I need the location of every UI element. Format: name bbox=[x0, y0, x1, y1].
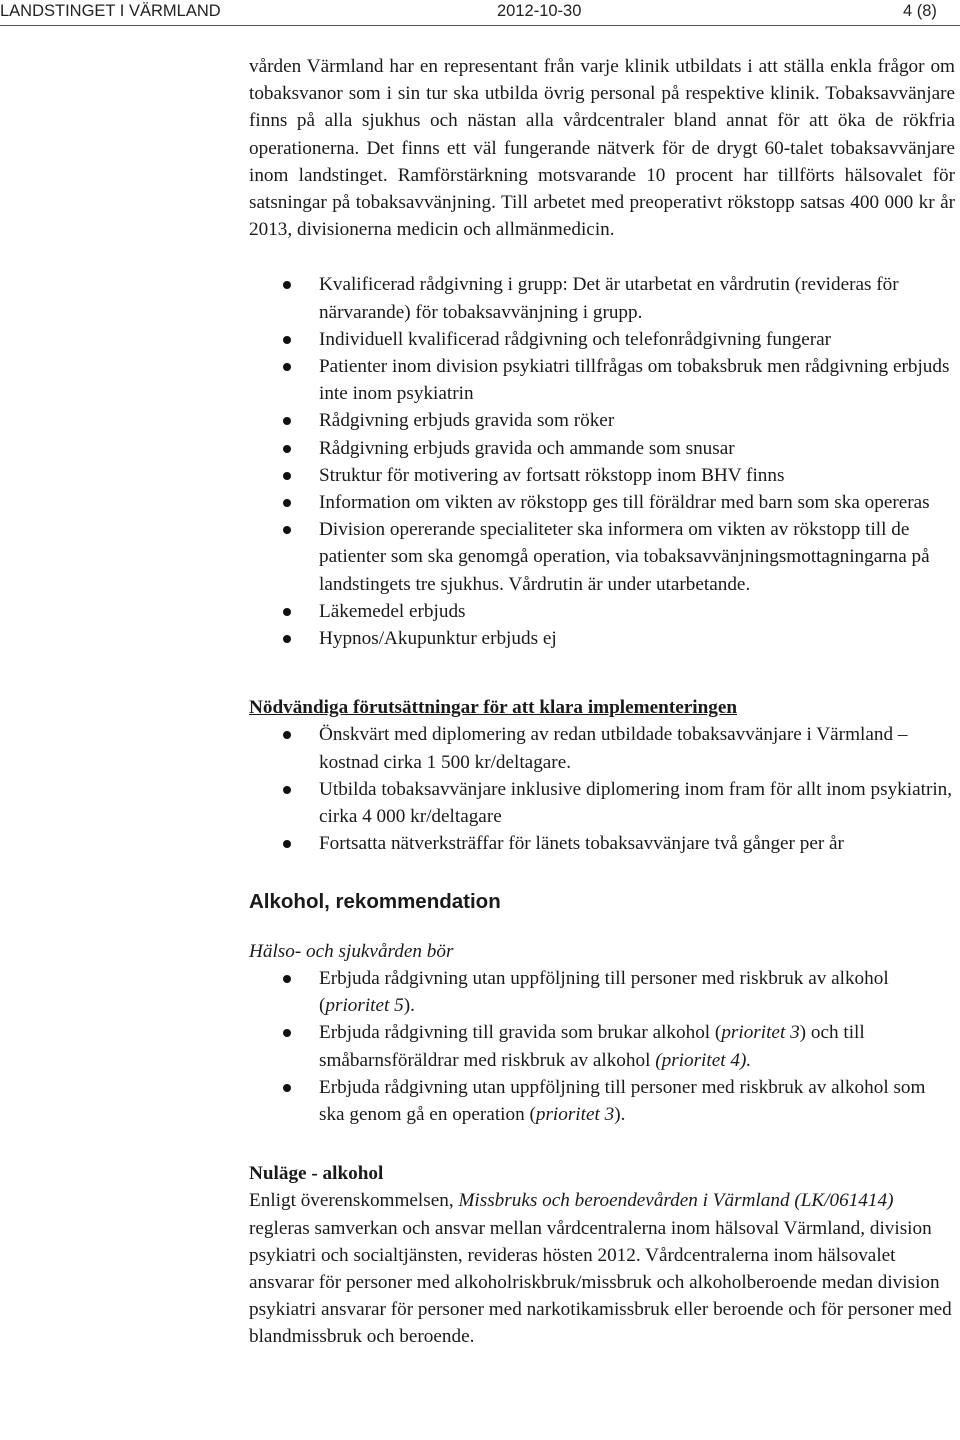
header-date: 2012-10-30 bbox=[497, 2, 582, 20]
list-item: Erbjuda rådgivning utan uppföljning till personer med riskbruk av alkohol som ska genom gå en operation (prioritet 3). bbox=[249, 1074, 955, 1128]
list-item: Patienter inom division psykiatri tillfrågas om tobaksbruk men rådgivning erbjuds inte inom psykiatrin bbox=[249, 353, 955, 407]
list-item: Rådgivning erbjuds gravida som röker bbox=[249, 407, 955, 434]
alcohol-heading: Alkohol, rekommendation bbox=[249, 890, 501, 914]
list-item: Rådgivning erbjuds gravida och ammande som snusar bbox=[249, 435, 955, 462]
intro-paragraph: vården Värmland har en representant från varje klinik utbildats i att ställa enkla frågor om tobaksvanor som i sin tur ska utbilda övrig personal på respektive klinik. Tobaksavvänjare finns på alla sjukhus och nästan alla vårdcentraler bland annat för att öka de rökfria operationerna. Det finns ett väl fungerande nätverk för de drygt 60-talet tobaksavvänjare inom landstinget. Ramförstärkning motsvarande 10 procent har tillförts hälsovalet för satsningar på tobaksavvänjning. Till arbetet med preoperativt rökstopp satsas 400 000 kr år 2013, divisionerna medicin och allmänmedicin. bbox=[249, 56, 955, 241]
prerequisites-heading: Nödvändiga förutsättningar för att klara implementeringen bbox=[249, 697, 738, 719]
alcohol-recommendation-list bbox=[249, 965, 955, 1128]
list-item: Hypnos/Akupunktur erbjuds ej bbox=[249, 625, 955, 652]
list-item: Struktur för motivering av fortsatt rökstopp inom BHV finns bbox=[249, 462, 955, 489]
header-organization: LANDSTINGET I VÄRMLAND bbox=[0, 2, 221, 20]
list-item: Läkemedel erbjuds bbox=[249, 598, 955, 625]
list-item: Erbjuda rådgivning utan uppföljning till personer med riskbruk av alkohol (prioritet 5). bbox=[249, 965, 955, 1019]
list-item: Information om vikten av rökstopp ges till föräldrar med barn som ska opereras bbox=[249, 489, 955, 516]
list-item: Önskvärt med diplomering av redan utbildade tobaksavvänjare i Värmland – kostnad cirka 1 500 kr/deltagare. bbox=[249, 721, 955, 775]
list-item: Fortsatta nätverksträffar för länets tobaksavvänjare två gånger per år bbox=[249, 830, 955, 857]
page-header bbox=[0, 0, 960, 26]
status-paragraph: Enligt överenskommelsen, Missbruks och beroendevården i Värmland (LK/061414) regleras samverkan och ansvar mellan vårdcentralerna inom hälsoval Värmland, division psykiatri och socialtjänsten, revideras hösten 2012. Vårdcentralerna inom hälsovalet ansvarar för personer med alkoholriskbruk/missbruk och alkoholberoende medan division psykiatri ansvarar för personer med narkotikamissbruk eller beroende och för personer med blandmissbruk och beroende. bbox=[249, 1190, 952, 1348]
header-page-number: 4 (8) bbox=[903, 2, 937, 20]
list-item: Erbjuda rådgivning till gravida som brukar alkohol (prioritet 3) och till småbarnsföräldrar med riskbruk av alkohol (prioritet 4). bbox=[249, 1019, 955, 1073]
prerequisites-list bbox=[249, 721, 955, 857]
alcohol-subheading: Hälso- och sjukvården bör bbox=[249, 940, 454, 962]
header-rule bbox=[0, 25, 960, 26]
list-item: Utbilda tobaksavvänjare inklusive diplomering inom fram för allt inom psykiatrin, cirka 4 000 kr/deltagare bbox=[249, 776, 955, 830]
list-item: Individuell kvalificerad rådgivning och telefonrådgivning fungerar bbox=[249, 326, 955, 353]
list-item: Division opererande specialiteter ska informera om vikten av rökstopp till de patienter som ska genomgå operation, via tobaksavvänjningsmottagningarna på landstingets tre sjukhus. Vårdrutin är under utarbetande. bbox=[249, 516, 955, 598]
document-body bbox=[249, 53, 955, 1351]
tobacco-status-list bbox=[249, 271, 955, 652]
status-heading: Nuläge - alkohol bbox=[249, 1163, 384, 1185]
list-item: Kvalificerad rådgivning i grupp: Det är utarbetat en vårdrutin (revideras för närvarande) för tobaksavvänjning i grupp. bbox=[249, 271, 955, 325]
